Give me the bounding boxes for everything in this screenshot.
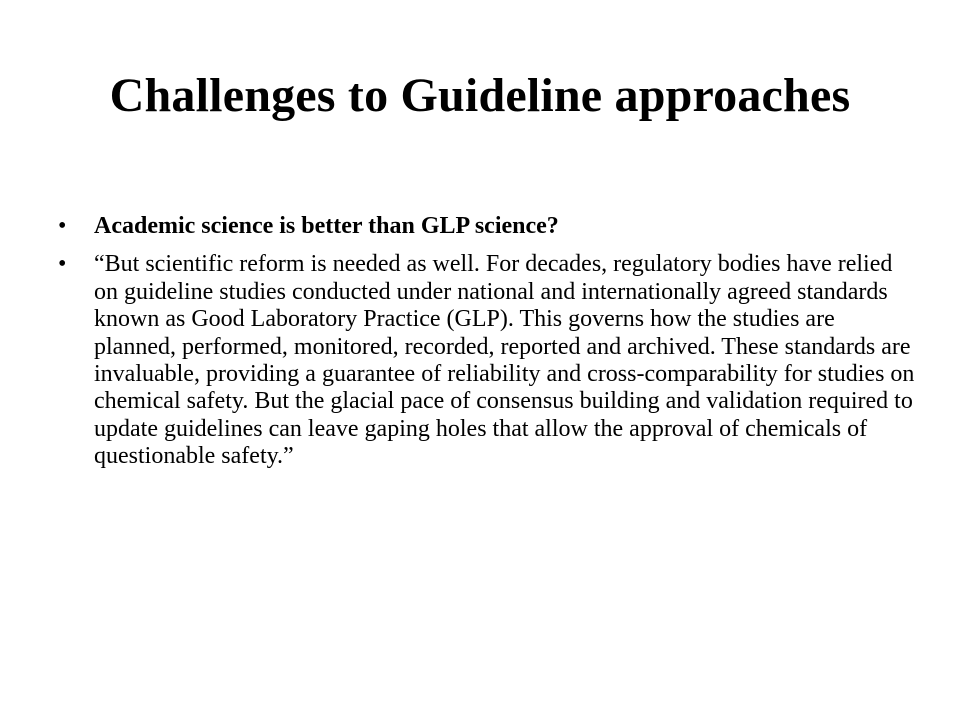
bullet-text: Academic science is better than GLP science? bbox=[94, 213, 559, 239]
bullet-item-question bbox=[58, 213, 918, 240]
slide-title: Challenges to Guideline approaches bbox=[109, 69, 851, 122]
bullet-dot-icon: • bbox=[58, 213, 67, 239]
bullet-dot-icon: • bbox=[58, 251, 67, 278]
bullet-text: “But scientific reform is needed as well. For decades, regulatory bodies have relied on guideline studies conducted under national and internationally agreed standards known as Good Laboratory Practice (GLP). This governs how the studies are planned, performed, monitored, recorded, reported and archived. These standards are invaluable, providing a guarantee of reliability and cross-comparability for studies on chemical safety. But the glacial pace of consensus building and validation required to update guidelines can leave gaping holes that allow the approval of chemicals of questionable safety.” bbox=[94, 251, 915, 470]
bullet-list bbox=[58, 213, 918, 482]
bullet-item-quote bbox=[58, 251, 918, 470]
